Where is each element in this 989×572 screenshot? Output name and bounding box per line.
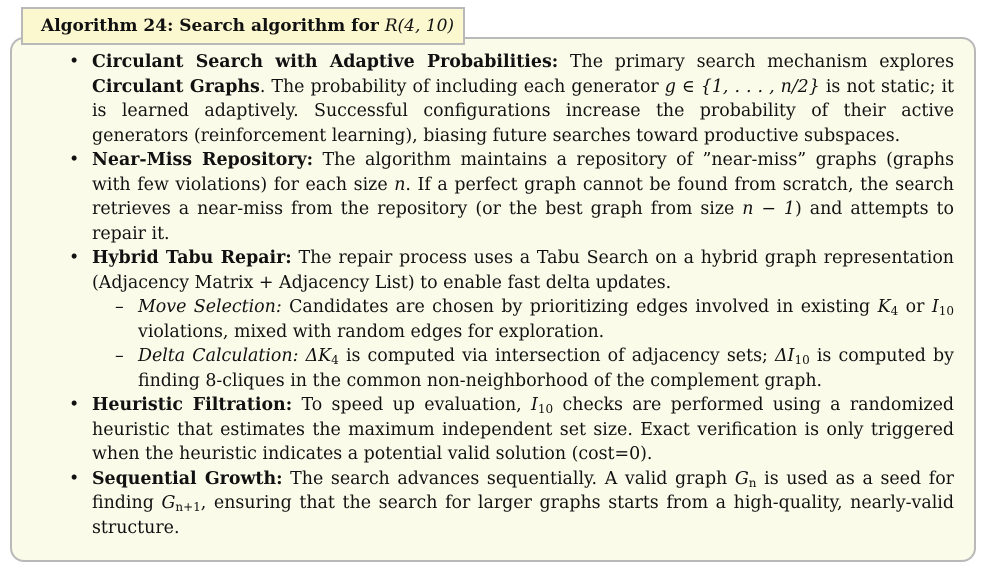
algorithm-title	[21, 7, 465, 45]
bullet-text: The repair process uses a Tabu Search on a hybrid graph representation (Adjacency Matrix + Adjacency List) to enable fast delta updates.	[92, 248, 954, 293]
bullet-hybrid-tabu	[66, 246, 954, 295]
bullet-text	[298, 346, 305, 366]
math-subscript: n+1	[175, 500, 201, 514]
bullet-text: is not static; it is learned adaptively. Successful configurations increase the probability of their active generators (reinforcement learning), biasing future searches toward productive subspaces.	[92, 76, 954, 146]
bullet-text: , ensuring that the search for larger graphs starts from a high-quality, nearly-valid structure.	[92, 493, 954, 538]
bullet-text: To speed up evaluation,	[292, 395, 532, 415]
math: ΔI	[775, 346, 795, 366]
math: g ∈ {1, . . . , n/2}	[664, 76, 820, 97]
math-subscript: 4	[331, 353, 339, 367]
algorithm-title-label: Algorithm 24: Search algorithm for	[41, 16, 385, 36]
bullet-head: Hybrid Tabu Repair:	[92, 248, 292, 268]
bullet-text: is used as a seed for finding	[92, 468, 954, 513]
math-subscript: 10	[537, 402, 554, 416]
bullet-text: checks are performed using a randomized heuristic that estimates the maximum independent set size. Exact verification is only triggered when the heuristic indicates a potential valid solution (cost=0).	[92, 395, 954, 464]
bullet-head: Heuristic Filtration:	[92, 395, 293, 415]
bullet-text: The primary search mechanism explores	[558, 52, 955, 72]
bullet-head: Near-Miss Repository:	[92, 150, 314, 170]
bullet-text: or	[898, 297, 932, 317]
math: G	[161, 493, 176, 513]
bullet-text: The search advances sequentially. A valid graph	[282, 468, 735, 489]
bullet-text: The algorithm maintains a repository of ”near-miss” graphs (graphs with few violations) for each size	[92, 150, 954, 195]
math: I	[531, 395, 538, 415]
math: n − 1	[742, 199, 795, 219]
bullet-text: is computed via intersection of adjacency sets;	[338, 346, 775, 366]
math-subscript: 10	[794, 353, 810, 367]
math-subscript: 4	[890, 304, 899, 318]
algorithm-body	[66, 50, 954, 540]
bullet-head: Sequential Growth:	[92, 468, 283, 489]
bullet-text: ) and attempts to repair it.	[92, 199, 954, 244]
math: ΔK	[305, 346, 332, 366]
bullet-near-miss	[66, 148, 954, 246]
math-subscript: n	[748, 475, 757, 490]
bullet-text: is computed by finding 8-cliques in the common non-neighborhood of the complement graph.	[138, 346, 954, 391]
bullet-sequential-growth	[66, 467, 954, 541]
bullet-head: Circulant Search with Adaptive Probabilities:	[92, 52, 559, 72]
bullet-text: violations, mixed with random edges for exploration.	[138, 321, 605, 342]
math: n	[394, 174, 406, 195]
math: I	[931, 297, 939, 317]
bullet-text: . If a perfect graph cannot be found from scratch, the search retrieves a near-miss from the repository (or the best graph from size	[92, 174, 955, 219]
math: G	[734, 468, 749, 489]
bullet-heuristic-filtration	[66, 393, 954, 467]
bullet-emph: Circulant Graphs	[92, 76, 260, 97]
bullet-text: . The probability of including each generator	[259, 76, 665, 97]
subbullet-head: Delta Calculation:	[138, 346, 299, 366]
bullet-circulant-search	[66, 50, 954, 148]
subbullet-head: Move Selection:	[138, 297, 282, 317]
math-subscript: 10	[938, 304, 954, 318]
algorithm-title-math: R(4, 10)	[384, 16, 455, 36]
math: K	[877, 297, 891, 317]
bullet-text: Candidates are chosen by prioritizing edges involved in existing	[281, 297, 878, 317]
subbullet-delta-calculation	[66, 344, 954, 393]
subbullet-move-selection	[66, 295, 954, 344]
